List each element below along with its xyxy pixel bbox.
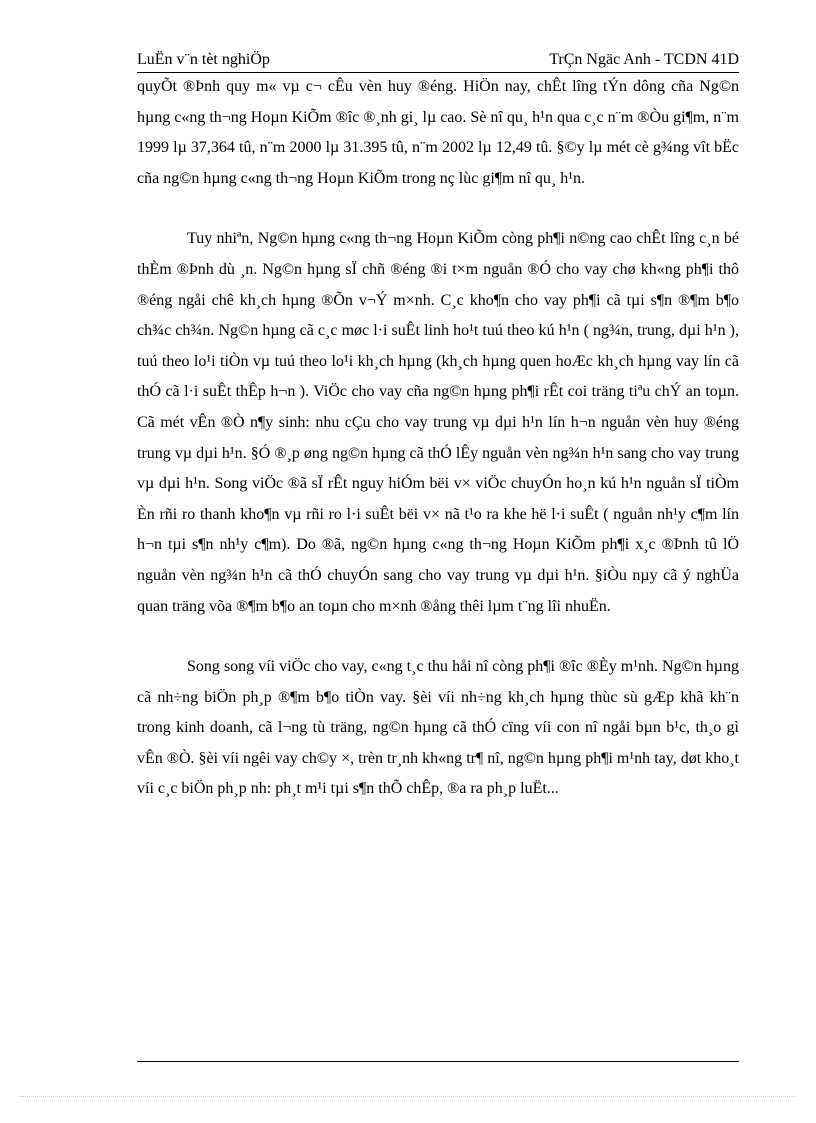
document-body [137,72,739,805]
paragraph: Song song víi viÖc cho vay, c«ng t¸c thu håi nî còng ph¶i ®îc ®Èy m¹nh. Ng©n hµng cã nh÷ng biÖn ph¸p ®¶m b¶o tiÒn vay. §èi víi nh÷ng kh¸ch hµng thùc sù gÆp khã kh¨n trong kinh doanh, cã l¬ng tù träng, ng©n hµng cã thÓ cïng víi con nî ngåi bµn b¹c, th¸o gì vÊn ®Ò. §èi víi ngêi vay ch©y ×, trèn tr¸nh kh«ng tr¶ nî, ng©n hµng ph¶i m¹nh tay, døt kho¸t víi c¸c biÖn ph¸p nh: ph¸t m¹i tµi s¶n thÕ chÊp, ®a ra ph¸p luËt... [137,658,739,798]
paragraph-continued: quyÕt ®Þnh quy m« vµ c¬ cÊu vèn huy ®éng. HiÖn nay, chÊt lîng tÝn dông cña Ng©n hµng c«ng th¬ng Hoµn KiÕm ®îc ®¸nh gi¸ lµ cao. Sè nî qu¸ h¹n qua c¸c n¨m ®Òu gi¶m, n¨m 1999 lµ 37,364 tû, n¨m 2000 lµ 31.395 tû, n¨m 2002 lµ 12,49 tû. §©y lµ mét cè g¾ng vît bËc cña ng©n hµng c«ng th¬ng Hoµn KiÕm trong nç lùc gi¶m nî qu¸ h¹n. [137,78,739,187]
page-header [137,48,739,73]
footer-rule [137,1061,739,1062]
page-edge-divider [20,1096,796,1097]
header-author: TrÇn Ngäc Anh - TCDN 41D [549,51,739,68]
header-thesis-title: LuËn v¨n tèt nghiÖp [137,51,270,68]
paragraph: Tuy nhiªn, Ng©n hµng c«ng th¬ng Hoµn KiÕm còng ph¶i n©ng cao chÊt lîng c¸n bé thÈm ®Þnh dù ¸n. Ng©n hµng sÏ chñ ®éng ®i t×m nguån ®Ó cho vay chø kh«ng ph¶i thô ®éng ngåi chê kh¸ch hµng ®Õn v¬Ý m×nh. C¸c kho¶n cho vay ph¶i cã tµi s¶n ®¶m b¶o ch¾c ch¾n. Ng©n hµng cã c¸c møc l·i suÊt linh ho¹t tuú theo kú h¹n ( ng¾n, trung, dµi h¹n ), tuú theo lo¹i tiÒn vµ tuú theo lo¹i kh¸ch hµng (kh¸ch hµng quen hoÆc kh¸ch hµng vay lín cã thÓ cã l·i suÊt thÊp h¬n ). ViÖc cho vay cña ng©n hµng ph¶i rÊt coi träng tiªu chÝ an toµn. Cã mét vÊn ®Ò n¶y sinh: nhu cÇu cho vay trung vµ dµi h¹n lín h¬n nguån vèn huy ®éng trung vµ dµi h¹n. §Ó ®¸p øng ng©n hµng cã thÓ lÊy nguån vèn ng¾n h¹n sang cho vay trung vµ dµi h¹n. Song viÖc ®ã sÏ rÊt nguy hiÓm bëi v× viÖc chuyÓn ho¸n kú h¹n nguån sÏ tiÒm Èn rñi ro thanh kho¶n vµ rñi ro l·i suÊt bëi v× nã t¹o ra khe hë l·i suÊt ( nguån nh¹y c¶m lín h¬n tµi s¶n nh¹y c¶m). Do ®ã, ng©n hµng c«ng th¬ng Hoµn KiÕm ph¶i x¸c ®Þnh tû lÖ nguån vèn ng¾n h¹n cã thÓ chuyÓn sang cho vay trung vµ dµi h¹n. §iÒu nµy cã ý nghÜa quan träng võa ®¶m b¶o an toµn cho m×nh ®ång thêi lµm t¨ng lîi nhuËn. [137,230,739,615]
